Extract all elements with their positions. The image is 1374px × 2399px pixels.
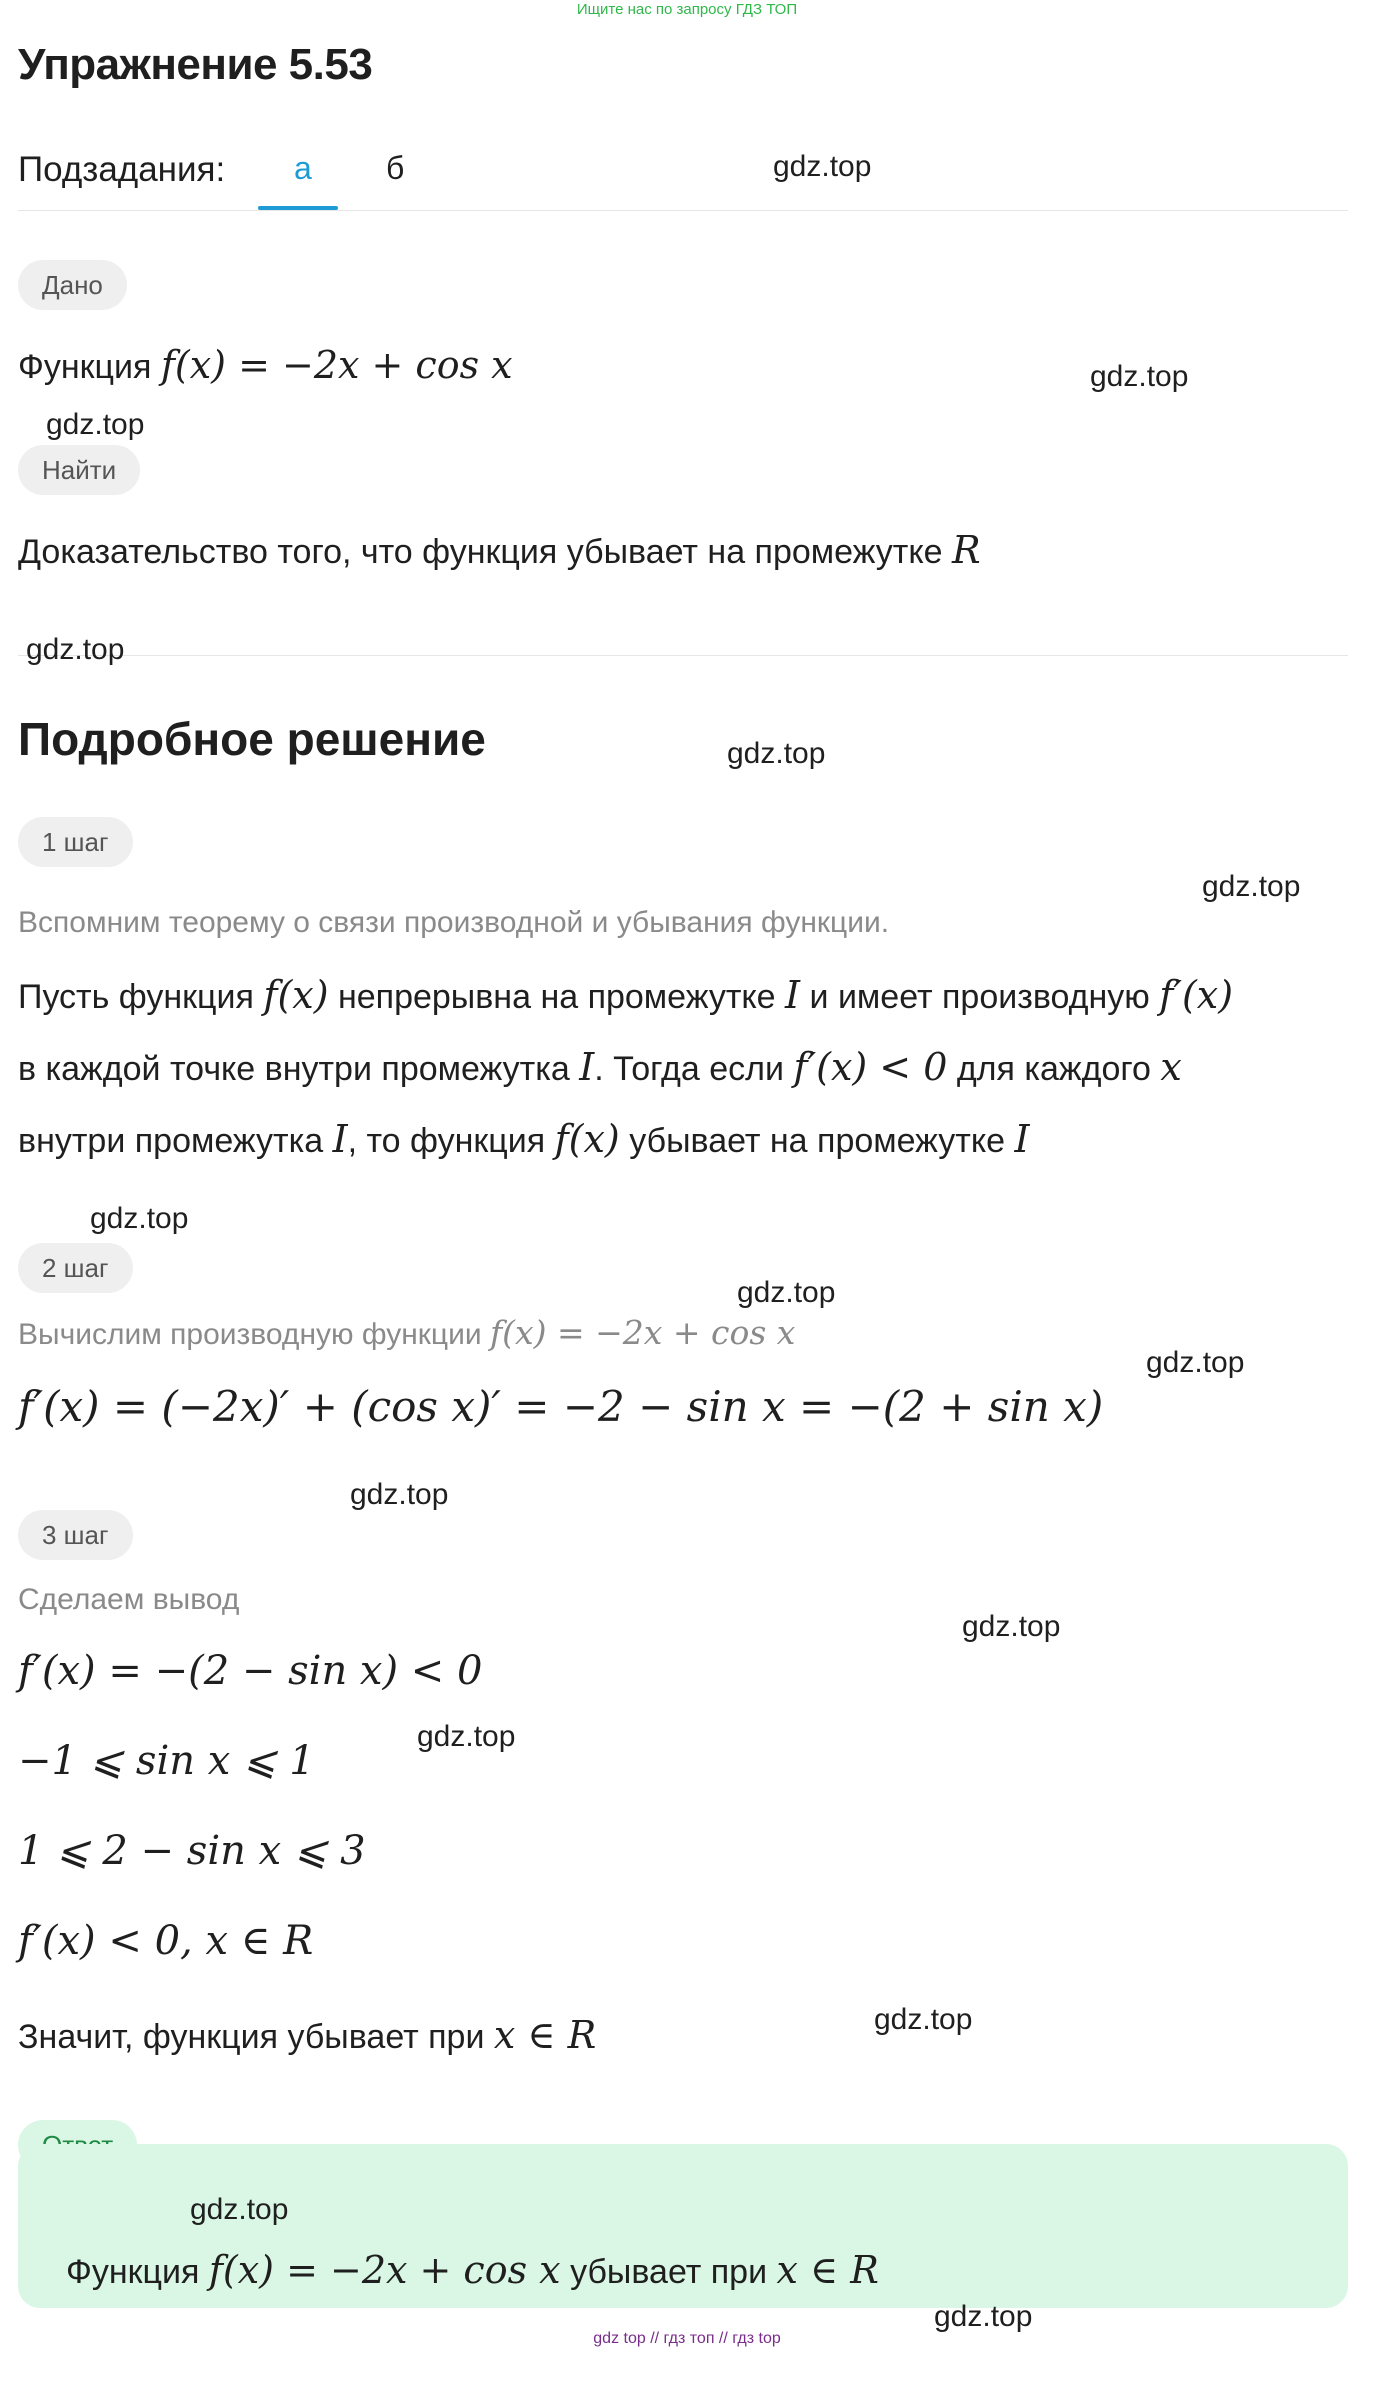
text: в каждой точке внутри промежутка	[18, 1050, 570, 1088]
watermark: gdz.top	[26, 633, 125, 666]
top-banner[interactable]: Ищите нас по запросу ГДЗ ТОП	[576, 1, 798, 18]
math: f′(x)	[1159, 973, 1234, 1017]
math: f(x) = −2x + cos x	[208, 2248, 561, 2292]
math: I	[579, 1045, 595, 1089]
step-3-equation: −1 ⩽ sin x ⩽ 1	[18, 1738, 315, 1784]
step-3-hint: Сделаем вывод	[18, 1583, 240, 1616]
watermark: gdz.top	[727, 737, 826, 770]
watermark: gdz.top	[737, 1276, 836, 1309]
find-var: R	[952, 528, 981, 572]
watermark: gdz.top	[417, 1720, 516, 1753]
step-1-line-3	[18, 1114, 1030, 1166]
find-line	[18, 525, 981, 577]
text: непрерывна на промежутке	[337, 978, 776, 1016]
divider	[18, 655, 1348, 656]
watermark: gdz.top	[962, 1610, 1061, 1643]
watermark: gdz.top	[190, 2193, 289, 2226]
math: f(x) = −2x + cos x	[489, 1313, 796, 1352]
text: для каждого	[956, 1050, 1151, 1088]
text: Значит, функция убывает при	[18, 2018, 485, 2056]
given-pill: Дано	[18, 260, 127, 310]
step-3-pill: 3 шаг	[18, 1510, 133, 1560]
watermark: gdz.top	[874, 2003, 973, 2036]
math: f(x)	[554, 1117, 620, 1161]
text: убывает на промежутке	[629, 1122, 1006, 1160]
given-line	[18, 340, 513, 392]
text: и имеет производную	[809, 978, 1150, 1016]
math: x ∈ R	[493, 2013, 597, 2057]
step-3-conclusion	[18, 2010, 596, 2062]
math: f(x)	[263, 973, 329, 1017]
footer-links[interactable]: gdz top // гдз топ // гдз top	[593, 2330, 781, 2347]
watermark: gdz.top	[934, 2300, 1033, 2333]
page-title: Упражнение 5.53	[18, 40, 373, 89]
watermark: gdz.top	[350, 1478, 449, 1511]
text: , то функция	[347, 1122, 546, 1160]
text: убывает при	[570, 2253, 768, 2291]
text: Вычислим производную функции	[18, 1318, 482, 1351]
step-3-equation: f′(x) < 0, x ∈ R	[18, 1918, 314, 1964]
text: Функция	[66, 2253, 200, 2291]
step-1-line-2	[18, 1042, 1182, 1094]
watermark: gdz.top	[1090, 360, 1189, 393]
watermark: gdz.top	[1146, 1346, 1245, 1379]
tab-a[interactable]: а	[294, 150, 312, 186]
subtasks-label: Подзадания:	[18, 150, 226, 189]
math: I	[785, 973, 801, 1017]
step-2-hint	[18, 1308, 795, 1360]
math: I	[332, 1117, 348, 1161]
watermark: gdz.top	[773, 150, 872, 183]
tab-b[interactable]: б	[386, 150, 405, 186]
solution-title: Подробное решение	[18, 713, 486, 765]
math: x ∈ R	[776, 2248, 879, 2292]
step-2-pill: 2 шаг	[18, 1243, 133, 1293]
watermark: gdz.top	[46, 408, 145, 441]
text: . Тогда если	[594, 1050, 784, 1088]
step-1-hint: Вспомним теорему о связи производной и убывания функции.	[18, 906, 890, 939]
step-1-pill: 1 шаг	[18, 817, 133, 867]
find-pill: Найти	[18, 445, 140, 495]
find-text: Доказательство того, что функция убывает на промежутке	[18, 533, 943, 571]
step-3-equation: f′(x) = −(2 − sin x) < 0	[18, 1648, 483, 1694]
watermark: gdz.top	[1202, 870, 1301, 903]
text: внутри промежутка	[18, 1122, 324, 1160]
watermark: gdz.top	[90, 1202, 189, 1235]
step-2-equation: f′(x) = (−2x)′ + (cos x)′ = −2 − sin x = −(2 + sin x)	[18, 1382, 1104, 1431]
math: I	[1014, 1117, 1030, 1161]
step-1-line-1	[18, 970, 1233, 1022]
given-formula: f(x) = −2x + cos x	[160, 343, 513, 387]
math: f′(x) < 0	[793, 1045, 948, 1089]
text: Пусть функция	[18, 978, 254, 1016]
math: x	[1160, 1045, 1182, 1089]
step-3-equation: 1 ⩽ 2 − sin x ⩽ 3	[18, 1828, 366, 1874]
given-prefix: Функция	[18, 348, 152, 386]
answer-line	[66, 2245, 879, 2297]
divider	[18, 210, 1348, 211]
